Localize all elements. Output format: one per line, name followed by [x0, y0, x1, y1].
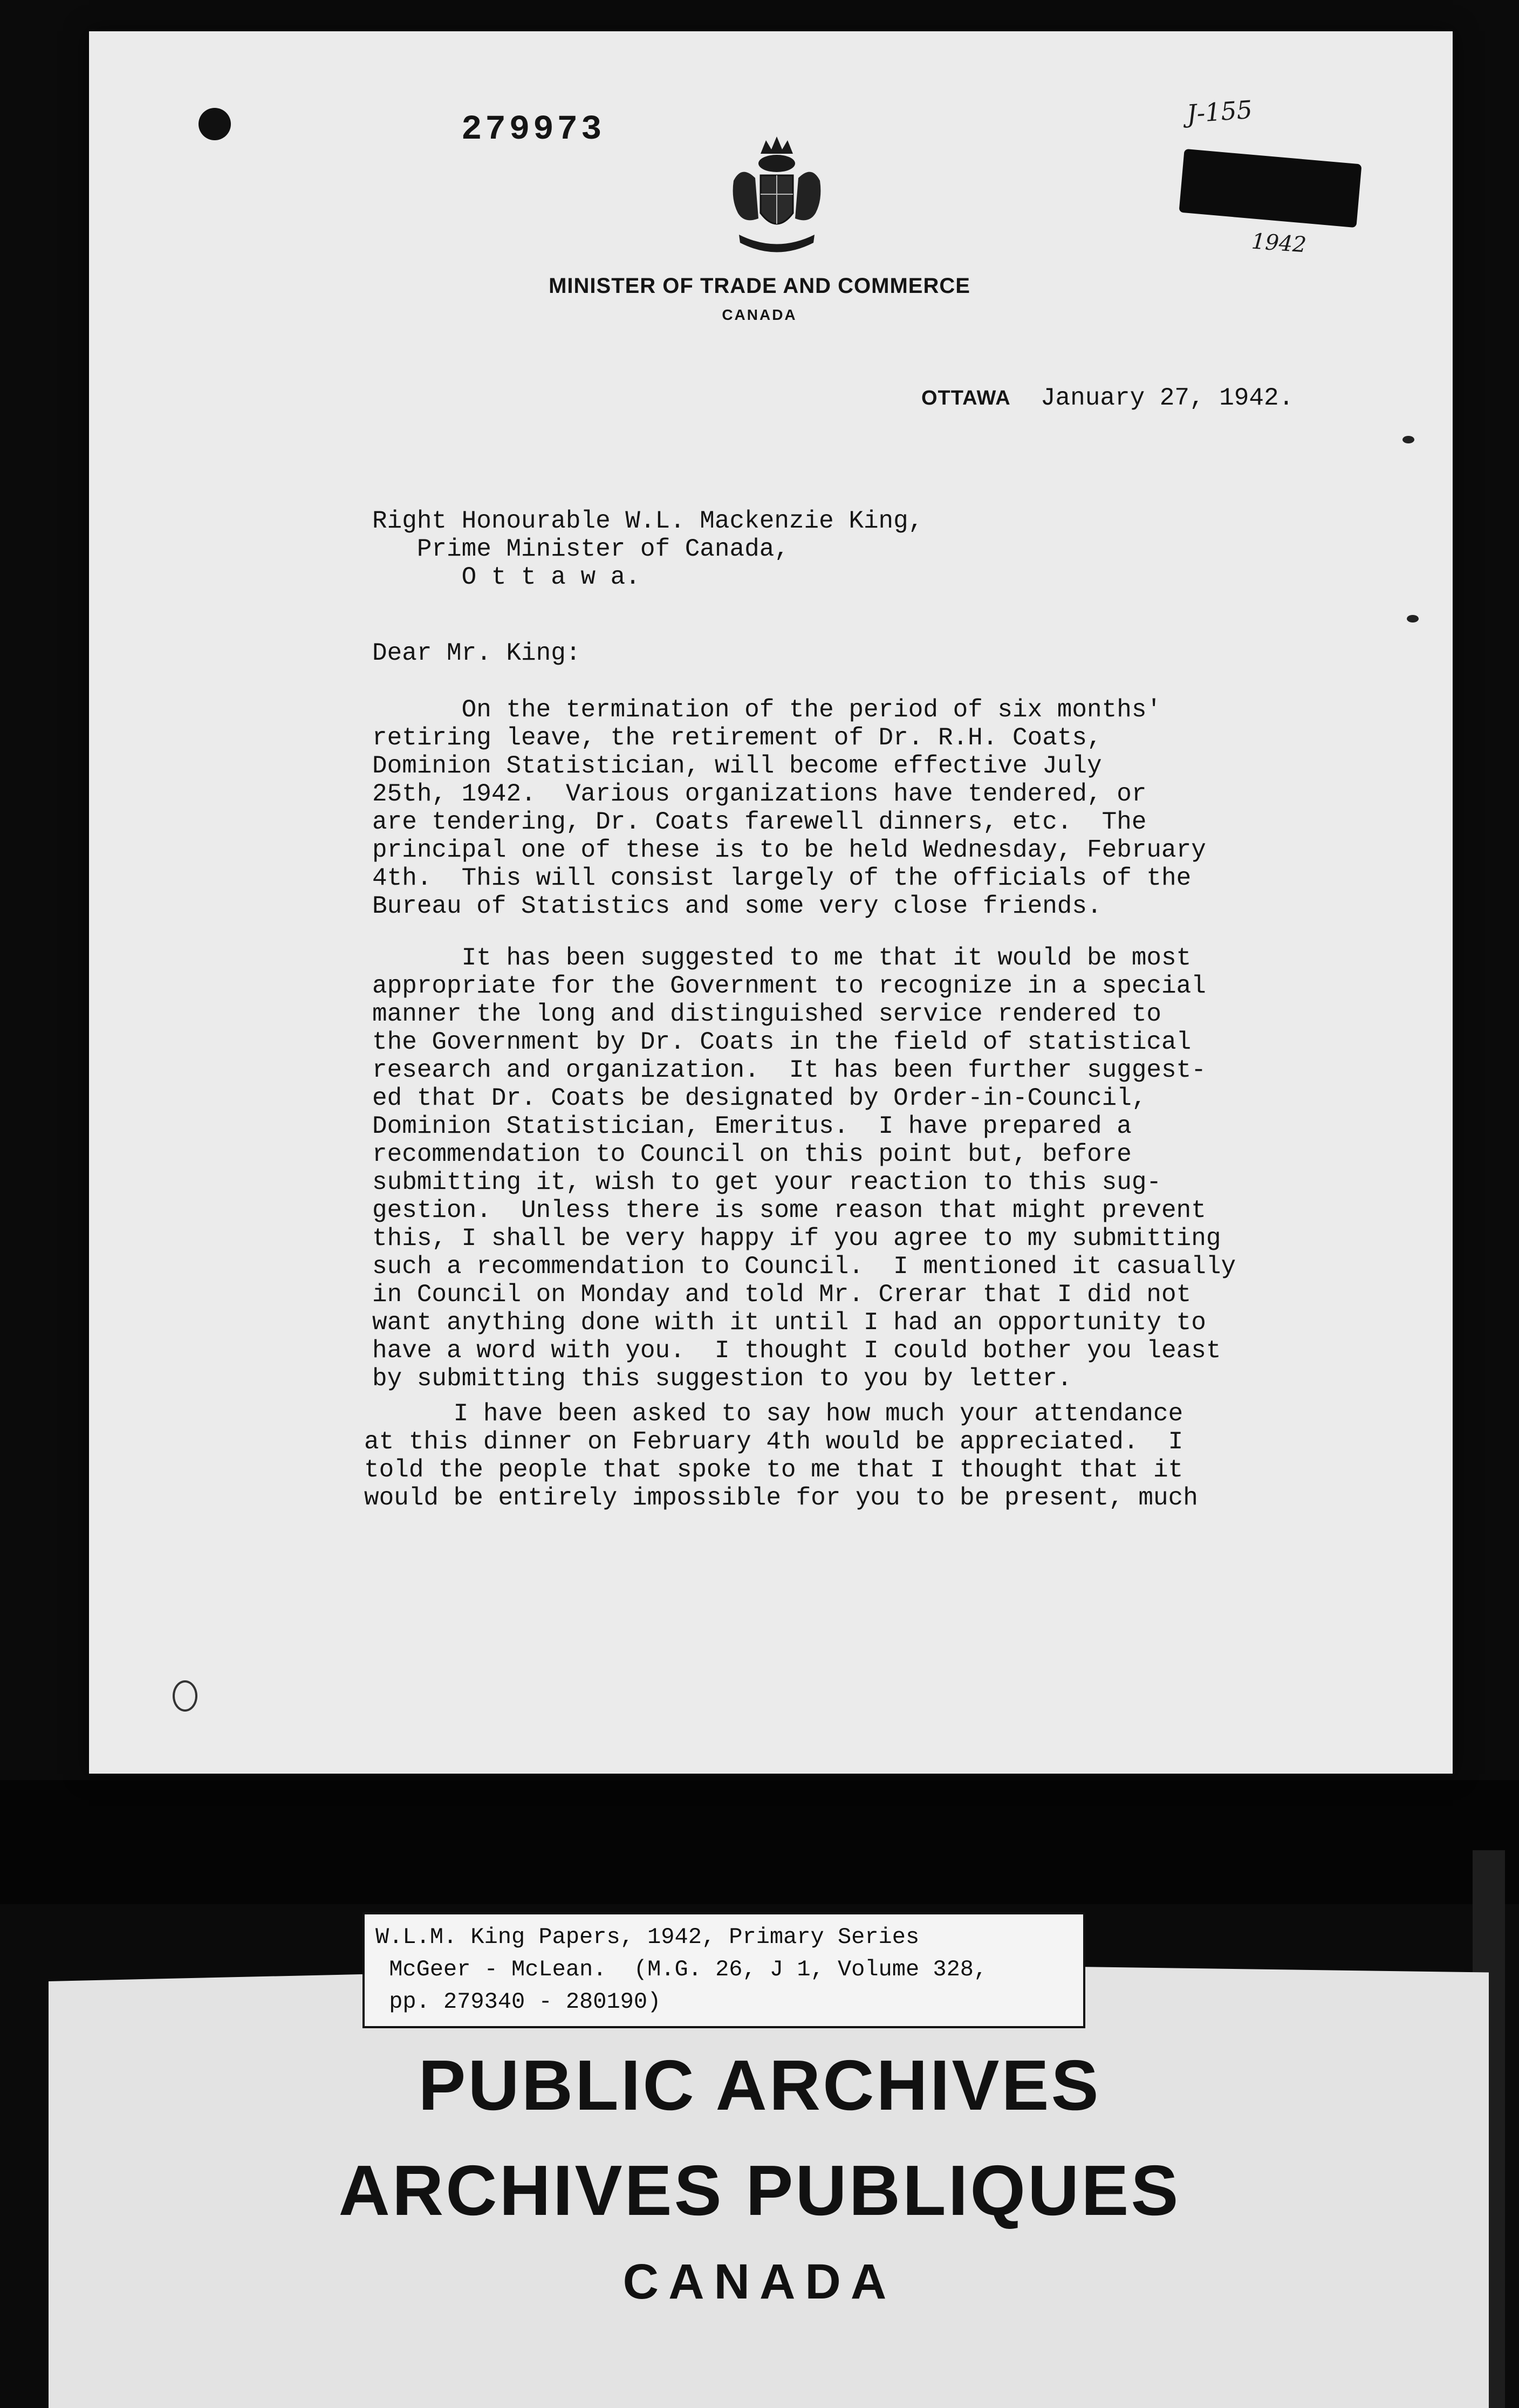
- archive-country: CANADA: [622, 2254, 897, 2309]
- dark-background-band: [0, 1780, 1519, 1904]
- archive-title-french: ARCHIVES PUBLIQUES: [338, 2151, 1181, 2230]
- margin-mark: [1402, 436, 1414, 443]
- body-paragraph-3: I have been asked to say how much your attendance at this dinner on February 4th would be appreciated. I told the people that spoke to me that I thought that it would be entirely impossible for you to be present, much: [364, 1400, 1198, 1512]
- salutation: Dear Mr. King:: [372, 639, 581, 667]
- citation-label: [362, 1912, 1085, 2028]
- coat-of-arms-icon: [723, 132, 831, 262]
- body-paragraph-2: It has been suggested to me that it would be most appropriate for the Government to recognize in a special manner the long and distinguished service rendered to the Government by Dr. Coats in the field of statistical research and organization. It has been further suggest- ed that Dr. Coats be designated by Order-in-Council, Dominion Statistician, Emeritus. I have prepared a recommendation to Council on this point but, before submitting it, wish to get your reaction to this sug- gestion. Unless there is some reason that might prevent this, I shall be very happy if you agree to my submitting such a recommendation to Council. I mentioned it casually in Council on Monday and told Mr. Crerar that I did not want anything done with it until I had an opportunity to have a word with you. I thought I could bother you least by submitting this suggestion to you by letter.: [372, 944, 1236, 1393]
- punch-hole: [199, 108, 231, 140]
- ministry-country: CANADA: [722, 306, 797, 323]
- handwritten-year: 1942: [1250, 229, 1308, 258]
- date-line: [921, 384, 1294, 412]
- body-paragraph-1: On the termination of the period of six months' retiring leave, the retirement of Dr. R.H. Coats, Dominion Statistician, will become effective July 25th, 1942. Various organizations have tendered, or are tendering, Dr. Coats farewell dinners, etc. The principal one of these is to be held Wednesday, February 4th. This will consist largely of the officials of the Bureau of Statistics and some very close friends.: [372, 696, 1206, 920]
- date-place: OTTAWA: [921, 387, 1011, 409]
- ministry-heading: MINISTER OF TRADE AND COMMERCE: [549, 274, 970, 298]
- pencil-mark: [173, 1680, 197, 1712]
- handwritten-file-code: J-155: [1186, 94, 1254, 129]
- margin-mark: [1407, 615, 1419, 622]
- document-number: 279973: [461, 111, 605, 149]
- letter-date: January 27, 1942.: [1040, 384, 1294, 412]
- addressee-block: Right Honourable W.L. Mackenzie King, Prime Minister of Canada, O t t a w a.: [372, 507, 923, 591]
- citation-text: W.L.M. King Papers, 1942, Primary Series McGeer - McLean. (M.G. 26, J 1, Volume 328, pp. 279340 - 280190): [375, 1924, 988, 2015]
- archive-title-english: PUBLIC ARCHIVES: [418, 2046, 1101, 2125]
